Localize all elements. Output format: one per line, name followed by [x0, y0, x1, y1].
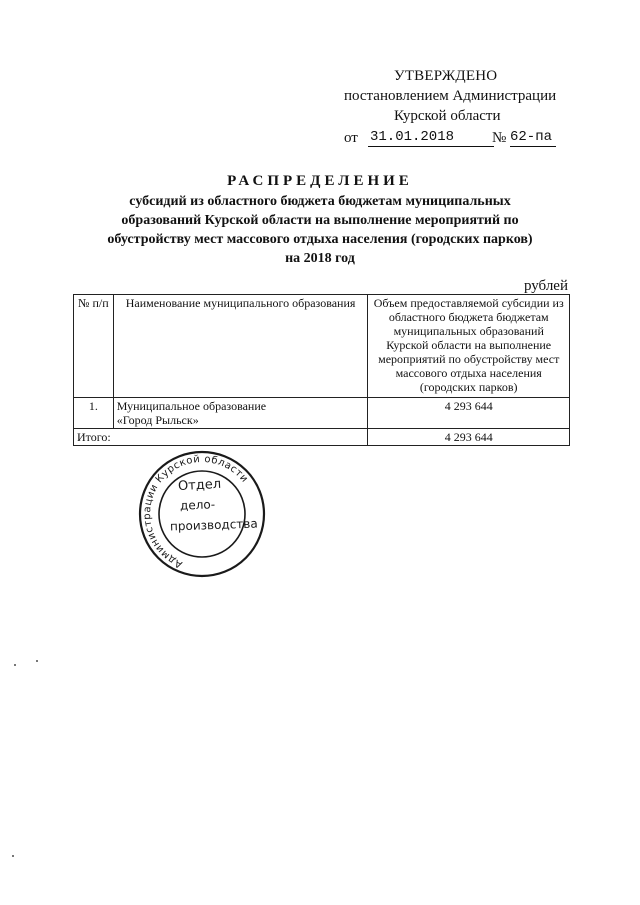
- currency-unit: рублей: [523, 278, 568, 294]
- header-name: Наименование муниципального образования: [113, 295, 368, 398]
- heading-line-2: образований Курской области на выполнение мероприятий по: [121, 213, 519, 228]
- table-total-row: [74, 429, 570, 446]
- approval-date: 31.01.2018: [368, 128, 494, 147]
- scan-speck: [36, 660, 38, 662]
- row-num: 1.: [74, 398, 114, 429]
- row-amount: 4 293 644: [368, 398, 570, 429]
- approval-line-1: постановлением Администрации: [344, 88, 557, 104]
- heading-line-4: на 2018 год: [285, 251, 355, 266]
- stamp-line-2: дело-: [179, 497, 216, 513]
- subsidy-table: [73, 294, 570, 446]
- approval-title: УТВЕРЖДЕНО: [394, 68, 498, 84]
- stamp-line-3: производства: [169, 516, 258, 534]
- approval-date-row: [340, 128, 570, 148]
- approval-line-2: Курской области: [394, 108, 501, 124]
- total-amount: 4 293 644: [368, 429, 570, 446]
- row-name-line-2: «Город Рыльск»: [116, 413, 199, 427]
- row-name: [113, 398, 368, 429]
- heading-line-1: субсидий из областного бюджета бюджетам муниципальных: [129, 194, 511, 209]
- header-num: № п/п: [74, 295, 114, 398]
- date-prefix: от: [344, 130, 358, 146]
- number-sign: №: [492, 130, 507, 146]
- stamp-line-1: Отдел: [177, 476, 222, 495]
- office-stamp: [132, 448, 272, 578]
- scan-speck: [12, 855, 14, 857]
- document-heading: [90, 172, 550, 268]
- heading-title: РАСПРЕДЕЛЕНИЕ: [227, 173, 413, 189]
- approval-number: 62-па: [510, 128, 556, 147]
- heading-line-3: обустройству мест массового отдыха населения (городских парков): [107, 232, 533, 247]
- row-name-line-1: Муниципальное образование: [116, 399, 267, 413]
- approval-block: [340, 66, 570, 148]
- header-amount: Объем предоставляемой субсидии из областного бюджета бюджетам муниципальных образований Курской области на выполнение мероприятий по обустройству мест массового отдыха населения (городских парков): [368, 295, 570, 398]
- total-label: Итого:: [74, 429, 368, 446]
- table-row: [74, 398, 570, 429]
- table-header-row: [74, 295, 570, 398]
- stamp-center-text: [132, 448, 272, 578]
- stamp-ring-text: Администрации Курской области: [141, 453, 250, 570]
- scan-speck: [14, 664, 16, 666]
